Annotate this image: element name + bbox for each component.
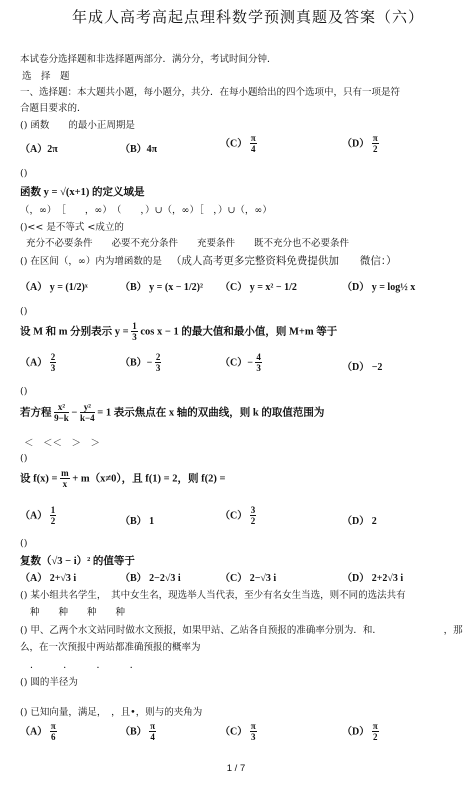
option-label: （A） (20, 726, 48, 738)
option-a: （A）2π (20, 144, 58, 155)
stem-text: = 1 表示焦点在 x 轴的双曲线，则 k 的取值范围为 (97, 407, 325, 419)
question-stem (20, 322, 337, 342)
intro-line: 一、选择题：本大题共小题，每小题分，共分．在每小题给出的四个选项中，只有一项是符 (20, 87, 401, 98)
question-stem: 复数（√3 − i）² 的值等于 (20, 556, 135, 567)
fraction: $\frac{\pi}{6}$ (50, 721, 56, 742)
stem-text: + m（x≠0），且 f(1) = 2，则 f(2) = (72, 473, 226, 485)
option-b: （B） 2−2√3 i (120, 573, 181, 584)
operator: − (71, 407, 78, 419)
question-number: () (20, 538, 28, 549)
fraction: $\frac{\text{y²}}{k-4}$ (80, 402, 95, 423)
section-label: 选 择 题 (22, 71, 70, 82)
option-label: （C） (220, 138, 248, 150)
option-b: （B） 1 (120, 516, 155, 527)
page-number: 1 / 7 (226, 763, 246, 774)
option-label: （D） (342, 726, 370, 738)
fraction: $\frac{1}{2}$ (50, 505, 56, 526)
question-stem (20, 469, 225, 489)
question-number: () (20, 168, 28, 179)
ad-text: （成人高考更多完整资料免费提供加 微信：） (170, 255, 397, 267)
option-a: （A） 2+√3 i (20, 573, 77, 584)
option-a (20, 722, 57, 742)
question-stem: () 函数 的最小正周期是 (20, 120, 135, 131)
question-options: 充分不必要条件 必要不充分条件 充要条件 既不充分也不必要条件 (26, 238, 350, 249)
option-c (220, 722, 257, 742)
option-d: （D） −2 (342, 362, 383, 373)
option-d: （D） 2 (342, 516, 377, 527)
question-options: 种 种 种 种 (30, 607, 126, 618)
fraction: $\frac{3}{2}$ (250, 505, 256, 526)
fraction: $\frac{\pi}{4}$ (250, 133, 256, 154)
question-stem: 函数 y = √(x+1) 的定义域是 (20, 187, 145, 198)
fraction: $\frac{2}{3}$ (155, 352, 161, 373)
fraction: $\frac{\pi}{4}$ (150, 721, 156, 742)
option-label: （D） (342, 138, 370, 150)
option-label: （C） (220, 510, 248, 522)
option-d: （D） 2+2√3 i (342, 573, 404, 584)
stem-text: cos x − 1 的最大值和最小值，则 M+m 等于 (140, 326, 338, 338)
page-title: 年成人高考高起点理科数学预测真题及答案（六） (72, 8, 425, 26)
option-label: （B）− (120, 357, 153, 369)
fraction: $\frac{\pi}{2}$ (372, 721, 378, 742)
question-options: （，∞） ［ ，∞） （ ，）∪（，∞）［ ，）∪（，∞） (20, 205, 272, 216)
stem-text: () 在区间（，∞）内为增函数的是 (20, 256, 162, 267)
option-c (220, 134, 257, 154)
question-stem-line: 么，在一次预报中两站都准确预报的概率为 (20, 642, 201, 653)
stem-text: 设 f(x) = (20, 473, 58, 485)
option-label: （A） (20, 510, 48, 522)
question-stem: ()<< 是不等式 <成立的 (20, 222, 124, 233)
option-b: （B）4π (120, 144, 158, 155)
question-number: () (20, 306, 28, 317)
question-stem (20, 403, 324, 423)
intro-line: 本试卷分选择题和非选择题两部分．满分分，考试时间分钟． (20, 54, 277, 65)
question-stem: () 圆的半径为 (20, 677, 78, 688)
question-stem: () 某小组共名学生， 其中女生名，现选举人当代表，至少有名女生当选，则不同的选法共有 (20, 590, 406, 601)
question-stem: () 已知向量，满足， ，且•，则与的夹角为 (20, 707, 203, 718)
fraction: $\frac{2}{3}$ (50, 352, 56, 373)
option-c: （C） y = x² − 1/2 (220, 282, 297, 293)
fraction: $\frac{4}{3}$ (256, 352, 261, 373)
option-c (220, 353, 262, 373)
fraction: $\frac{\text{x²}}{9-k}$ (54, 402, 69, 423)
stem-text: 若方程 (20, 407, 52, 419)
option-label: （C）− (220, 357, 253, 369)
stem-text: 设 M 和 m 分别表示 y = (20, 326, 129, 338)
fraction: $\frac{\pi}{3}$ (250, 721, 256, 742)
option-d: （D） y = log½ x (342, 282, 416, 293)
option-b: （B） y = (x − 1/2)² (120, 282, 204, 293)
option-label: （C） (220, 726, 248, 738)
question-number: () (20, 453, 28, 464)
question-options: ． ． ． ． (30, 660, 140, 671)
option-d (342, 722, 379, 742)
question-stem: () 甲、乙两个水文站同时做水文预报，如果甲站、乙站各自预报的准确率分别为．和． ，那 (20, 625, 463, 636)
fraction: $\frac{m}{x}$ (61, 468, 69, 489)
fraction: $\frac{1}{3}$ (132, 321, 137, 342)
question-options: ＜ ＜＜ ＞ ＞ (24, 438, 101, 449)
option-c (220, 506, 256, 526)
option-d (342, 134, 379, 154)
fraction: $\frac{\pi}{2}$ (372, 133, 378, 154)
question-number: () (20, 386, 28, 397)
option-label: （A） (20, 357, 48, 369)
option-label: （B） (120, 726, 147, 738)
option-b (120, 722, 156, 742)
option-c: （C） 2−√3 i (220, 573, 277, 584)
question-stem (20, 253, 397, 268)
intro-line: 合题目要求的． (20, 103, 87, 114)
option-b (120, 353, 161, 373)
option-a (20, 506, 56, 526)
option-a: （A） y = (1/2)ˣ (20, 282, 88, 293)
option-a (20, 353, 56, 373)
